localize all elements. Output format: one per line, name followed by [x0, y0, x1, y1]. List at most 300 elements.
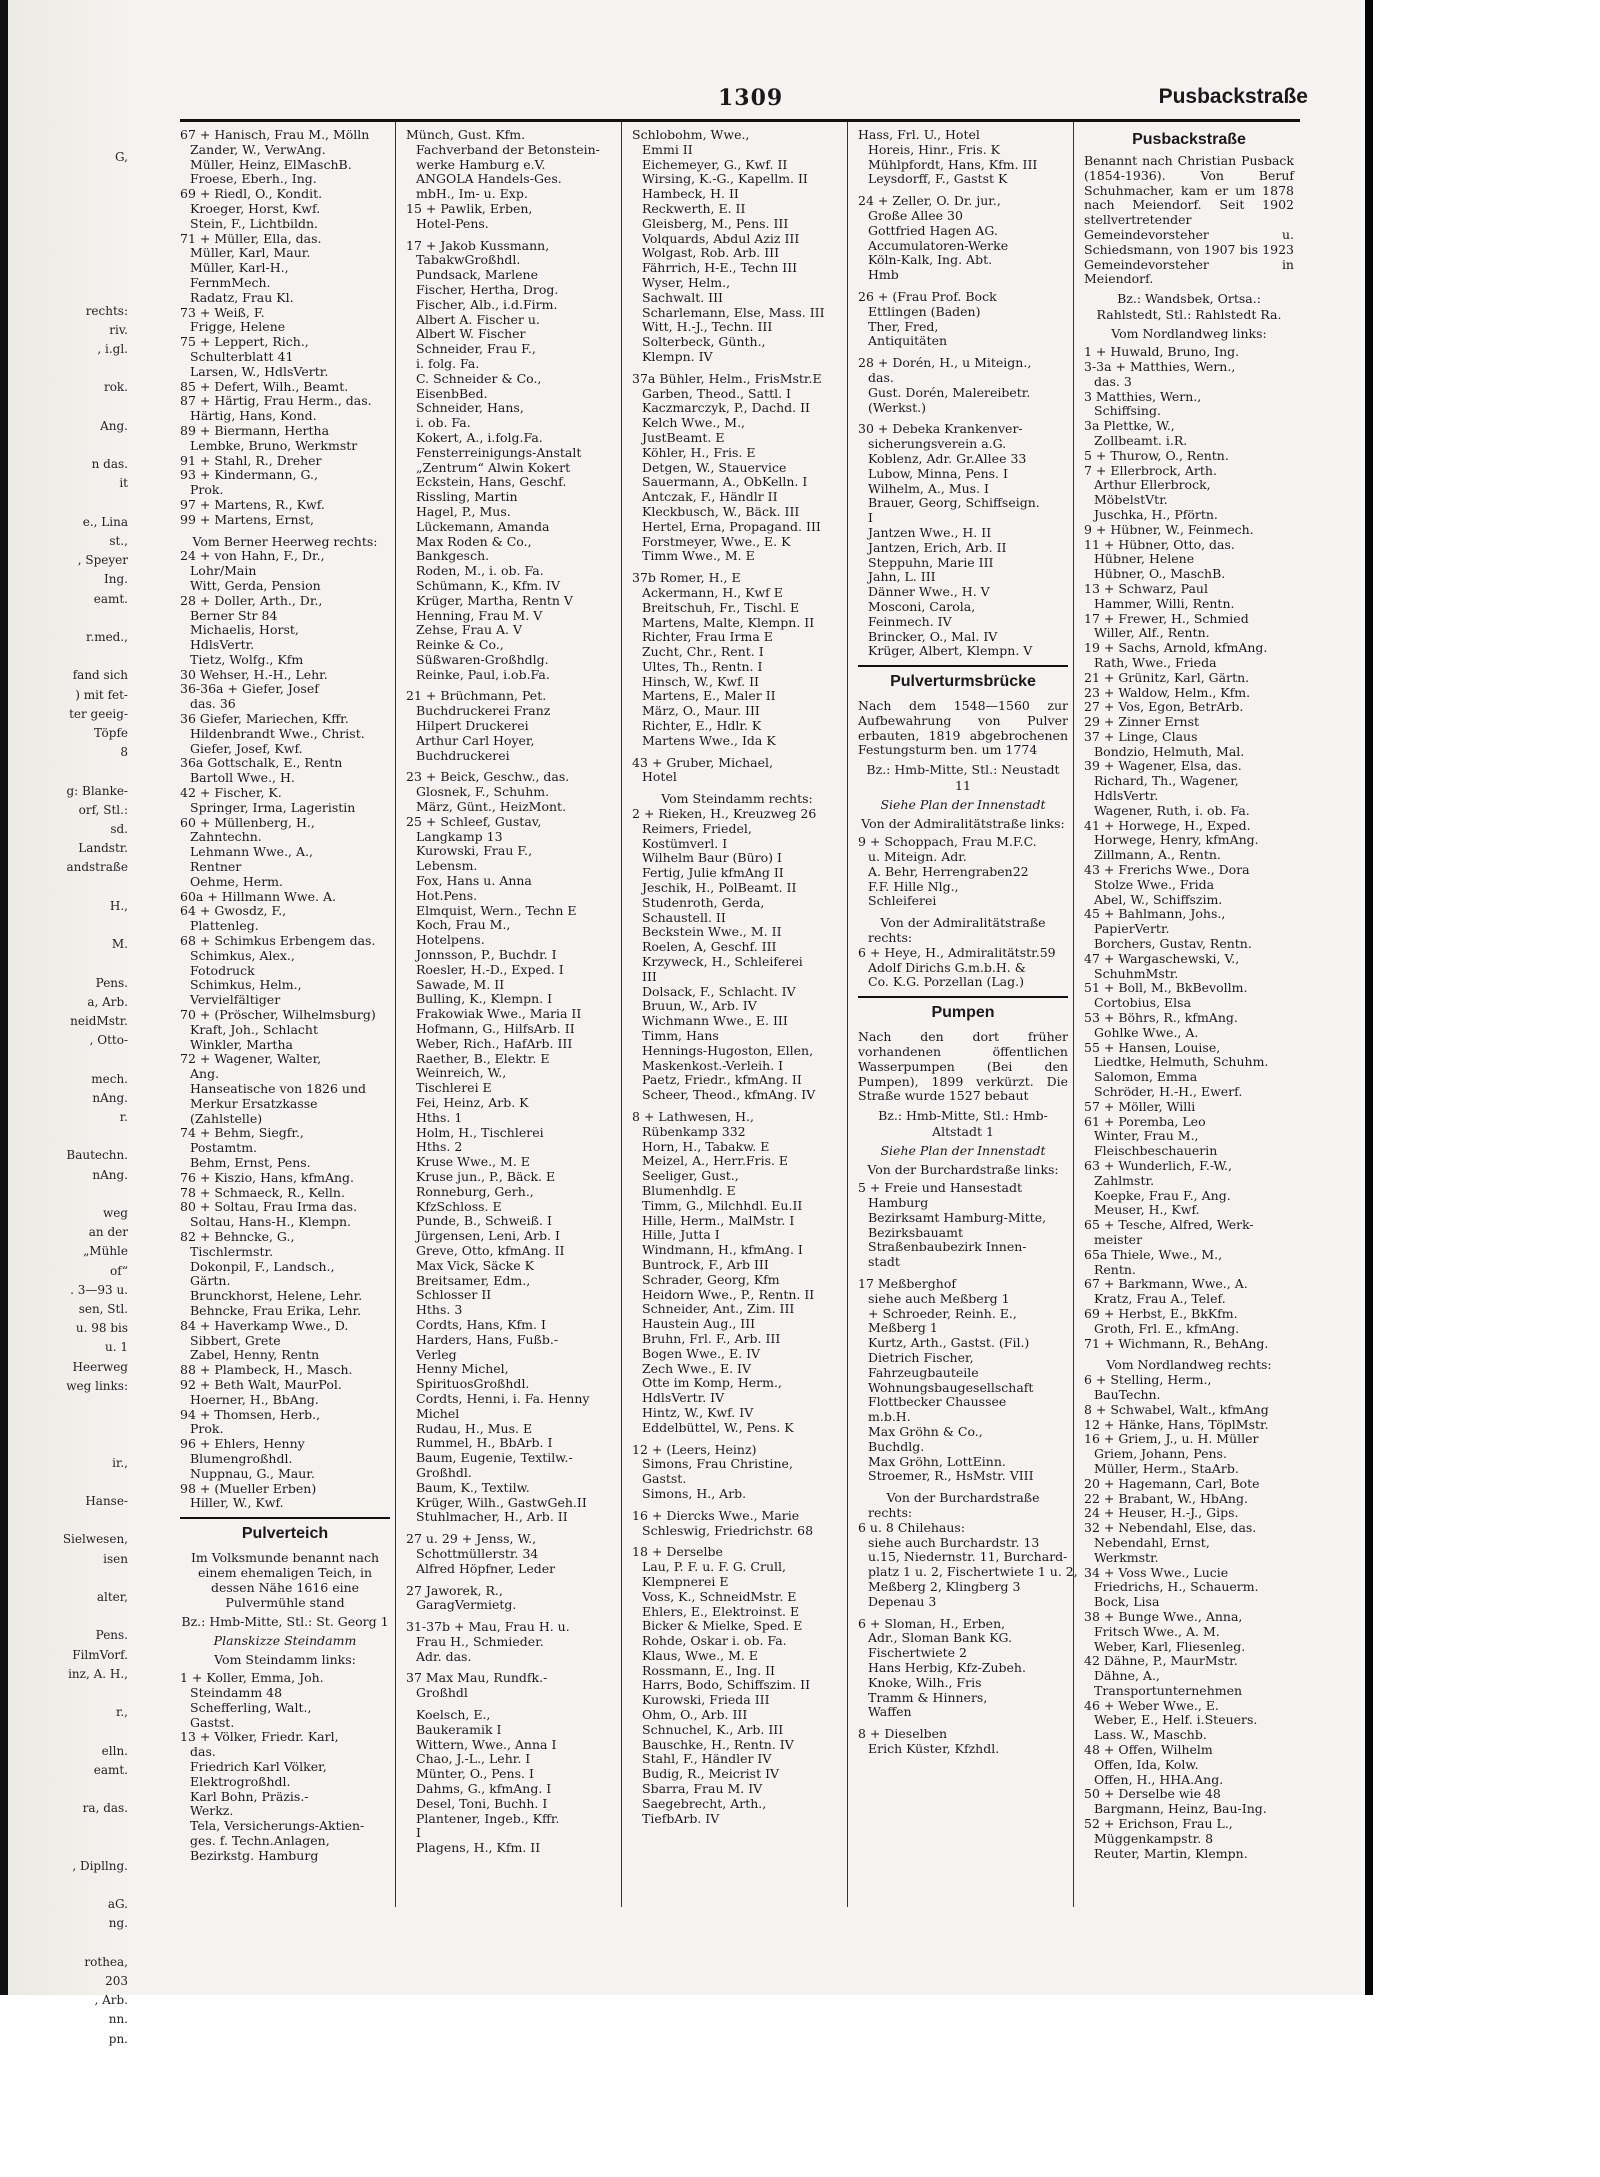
directory-entry: Karl Bohn, Präzis.-	[190, 1788, 309, 1804]
directory-entry: Großhdl.	[416, 1464, 472, 1480]
directory-entry: 23 + Beick, Geschw., das.	[406, 769, 570, 785]
entry-list	[858, 128, 1068, 659]
directory-entry: Schneider, Hans,	[416, 400, 524, 416]
directory-entry: das.	[190, 1744, 216, 1760]
directory-entry: Hamburg	[868, 1195, 929, 1211]
directory-entry: Hintz, W., Kwf. IV	[642, 1404, 754, 1420]
directory-entry: Tietz, Wolfg., Kfm	[190, 651, 304, 667]
directory-entry: 36-36a + Giefer, Josef	[180, 681, 319, 697]
strip-text: orf, Stl.:	[78, 802, 128, 817]
directory-entry: 82 + Behncke, G.,	[180, 1228, 295, 1244]
strip-text: st.,	[109, 534, 128, 548]
directory-entry: Kleckbusch, W., Bäck. III	[642, 503, 800, 519]
directory-entry: 1 + Koller, Emma, Joh.	[180, 1670, 324, 1686]
directory-entry: Cordts, Hans, Kfm. I	[416, 1316, 546, 1332]
scan-border-right	[1365, 0, 1373, 1995]
directory-entry: Haustein Aug., III	[642, 1316, 756, 1332]
directory-entry: 76 + Kiszio, Hans, kfmAng.	[180, 1169, 355, 1185]
directory-entry: Juschka, H., Pförtn.	[1094, 506, 1218, 522]
header-rule	[180, 119, 1300, 122]
strip-text: ra, das.	[82, 1801, 128, 1816]
street-title: Pumpen	[858, 996, 1068, 1028]
directory-entry: Müller, Karl, Maur.	[190, 245, 311, 261]
directory-entry: Behncke, Frau Erika, Lehr.	[190, 1302, 362, 1318]
directory-entry: Wilhelm, A., Mus. I	[868, 480, 989, 496]
directory-entry: Klempn. IV	[642, 348, 713, 364]
directory-entry: Stolze Wwe., Frida	[1094, 876, 1215, 892]
strip-text: rechts:	[85, 303, 128, 318]
directory-entry: KfzSchloss. E	[416, 1198, 502, 1214]
directory-entry: Richter, Frau Irma E	[642, 629, 773, 645]
directory-entry: 7 + Ellerbrock, Arth.	[1084, 462, 1217, 478]
directory-entry: 30 Wehser, H.-H., Lehr.	[180, 666, 328, 682]
directory-entry: Simons, Frau Christine,	[642, 1456, 793, 1472]
directory-entry: 37 Max Mau, Rundfk.-	[406, 1670, 548, 1686]
directory-entry: März, O., Maur. III	[642, 703, 760, 719]
directory-entry: Große Allee 30	[868, 207, 963, 223]
strip-text: it	[119, 476, 128, 491]
directory-entry: platz 1 u. 2, Fischertwiete 1 u. 2,	[868, 1564, 1078, 1580]
directory-entry: Zabel, Henny, Rentn	[190, 1347, 320, 1363]
directory-entry: Brunckhorst, Helene, Lehr.	[190, 1288, 363, 1304]
directory-entry: Dolsack, F., Schlacht. IV	[642, 983, 796, 999]
directory-entry: Wilhelm Baur (Büro) I	[642, 850, 782, 866]
strip-text: nn.	[108, 2012, 128, 2027]
directory-entry: Wyser, Helm.,	[642, 274, 731, 290]
strip-text: alter,	[96, 1590, 128, 1604]
directory-entry: 70 + (Pröscher, Wilhelmsburg)	[180, 1007, 376, 1023]
directory-entry: Hagel, P., Mus.	[416, 503, 511, 519]
directory-entry: 12 + (Leers, Heinz)	[632, 1441, 757, 1457]
directory-entry: 6 + Sloman, H., Erben,	[858, 1615, 1006, 1631]
directory-entry: Witt, H.-J., Techn. III	[642, 319, 773, 335]
directory-entry: Leysdorff, F., Gastst K	[868, 171, 1008, 187]
directory-entry: Witt, Gerda, Pension	[190, 577, 321, 593]
directory-entry: 18 + Derselbe	[632, 1544, 723, 1560]
strip-text: pn.	[108, 2031, 128, 2046]
directory-entry: Schneider, Ant., Zim. III	[642, 1301, 795, 1317]
directory-entry: Hotelpens.	[416, 932, 485, 948]
directory-entry: Roden, M., i. ob. Fa.	[416, 563, 544, 579]
directory-entry: 5 + Thurow, O., Rentn.	[1084, 447, 1229, 463]
directory-entry: Mühlpfordt, Hans, Kfm. III	[868, 156, 1038, 172]
directory-entry: 92 + Beth Walt, MaurPol.	[180, 1376, 342, 1392]
street-history: Nach dem 1548—1560 zur Aufbewahrung von Pulver erbauten, 1819 abgebrochenen Festungsturm ben. um 1774	[858, 698, 1068, 758]
directory-entry: Zahlmstr.	[1094, 1172, 1155, 1188]
directory-entry: Hoerner, H., BbAng.	[190, 1391, 319, 1407]
directory-entry: 69 + Riedl, O., Kondit.	[180, 186, 323, 202]
directory-entry: Otte im Komp, Herm.,	[642, 1375, 782, 1391]
strip-text: „Mühle	[83, 1244, 128, 1259]
directory-entry: 36a Gottschalk, E., Rentn	[180, 755, 343, 771]
directory-entry: Dahms, G., kfmAng. I	[416, 1781, 552, 1797]
directory-entry: Hofmann, G., HilfsArb. II	[416, 1021, 575, 1037]
entry-list	[858, 835, 1068, 990]
directory-entry: Soltau, Hans-H., Klempn.	[190, 1214, 352, 1230]
directory-entry: Frau H., Schmieder.	[416, 1633, 544, 1649]
directory-entry: Schaustell. II	[642, 909, 726, 925]
strip-text: weg	[102, 1206, 128, 1220]
directory-entry: Mosconi, Carola,	[868, 598, 976, 614]
directory-entry: 26 + (Frau Prof. Bock	[858, 288, 997, 304]
directory-entry: 43 + Gruber, Michael,	[632, 754, 773, 770]
directory-entry: Frakowiak Wwe., Maria II	[416, 1006, 582, 1022]
directory-entry: Klempnerei E	[642, 1573, 729, 1589]
directory-entry: I	[868, 510, 873, 526]
directory-entry: Alfred Höpfner, Leder	[416, 1560, 556, 1576]
directory-entry: Schiffsing.	[1094, 403, 1161, 419]
directory-entry: Zander, W., VerwAng.	[190, 141, 326, 157]
directory-entry: Richter, E., Hdlr. K	[642, 718, 762, 734]
column-3	[632, 128, 842, 1826]
directory-entry: III	[642, 968, 657, 984]
directory-entry: Buchdlg.	[868, 1438, 925, 1454]
directory-entry: Rentn.	[1094, 1261, 1136, 1277]
directory-entry: Larsen, W., HdlsVertr.	[190, 363, 329, 379]
directory-entry: Wolgast, Rob. Arb. III	[642, 245, 780, 261]
directory-entry: rechts:	[868, 1504, 913, 1520]
directory-entry: Chao, J.-L., Lehr. I	[416, 1751, 531, 1767]
directory-entry: Koch, Frau M.,	[416, 917, 511, 933]
directory-entry: Rossmann, E., Ing. II	[642, 1662, 775, 1678]
directory-entry: Bezirksamt Hamburg-Mitte,	[868, 1209, 1047, 1225]
directory-entry: Schimkus, Alex.,	[190, 947, 295, 963]
plan-reference: Siehe Plan der Innenstadt	[880, 1143, 1046, 1159]
directory-entry: Straßenbaubezirk Innen-	[868, 1239, 1027, 1255]
directory-entry: 2 + Rieken, H., Kreuzweg 26	[632, 806, 817, 822]
directory-entry: Großhdl	[416, 1685, 468, 1701]
column-separator	[847, 122, 848, 1907]
district-info: Bz.: Hmb-Mitte, Stl.: Neustadt 11	[866, 762, 1060, 794]
directory-entry: das.	[868, 369, 894, 385]
directory-entry: Rissling, Martin	[416, 489, 518, 505]
directory-entry: Vom Nordlandweg rechts:	[1106, 1357, 1272, 1373]
directory-entry: 16 + Diercks Wwe., Marie	[632, 1507, 800, 1523]
directory-entry: Elektrogroßhdl.	[190, 1773, 291, 1789]
directory-entry: 41 + Horwege, H., Exped.	[1084, 817, 1251, 833]
directory-entry: Merkur Ersatzkasse	[190, 1095, 318, 1111]
directory-entry: 47 + Wargaschewski, V.,	[1084, 950, 1240, 966]
directory-entry: 13 + Schwarz, Paul	[1084, 580, 1208, 596]
strip-text: . 3—93 u.	[70, 1282, 128, 1297]
directory-entry: Tramm & Hinners,	[868, 1689, 988, 1705]
directory-entry: Schneider, Frau F.,	[416, 341, 536, 357]
directory-entry: ANGOLA Handels-Ges.	[416, 171, 562, 187]
directory-entry: 99 + Martens, Ernst,	[180, 511, 314, 527]
street-history: Benannt nach Christian Pusback (1854-1936). Von Beruf Schuhmacher, kam er um 1878 nach Meiendorf. Seit 1902 stellvertretender Gemeindevorsteher u. Schiedsmann, von 1907 bis 1923 Gemeindevorsteher in Meiendorf.	[1084, 153, 1294, 287]
directory-entry: Schefferling, Walt.,	[190, 1699, 312, 1715]
directory-entry: Ohm, O., Arb. III	[642, 1707, 748, 1723]
directory-entry: Kostümverl. I	[642, 835, 728, 851]
directory-entry: meister	[1094, 1231, 1143, 1247]
previous-page-strip	[8, 0, 128, 2046]
directory-entry: Ackermann, H., Kwf E	[642, 584, 783, 600]
directory-entry: Zucht, Chr., Rent. I	[642, 644, 764, 660]
directory-entry: Buchdruckerei Franz	[416, 703, 551, 719]
directory-entry: 3-3a + Matthies, Wern.,	[1084, 358, 1236, 374]
street-history: Nach den dort früher vorhandenen öffentlichen Wasserpumpen (Bei den Pumpen), 1899 verkürzt. Die Straße wurde 1527 bebaut	[858, 1029, 1068, 1104]
directory-entry: Schröder, H.-H., Ewerf.	[1094, 1084, 1243, 1100]
strip-text: ) mit fet-	[75, 687, 128, 702]
strip-text: 8	[120, 745, 128, 760]
directory-entry: Kruse jun., P., Bäck. E	[416, 1168, 556, 1184]
directory-entry: Fischertwiete 2	[868, 1645, 967, 1661]
directory-entry: Bogen Wwe., E. IV	[642, 1345, 761, 1361]
strip-text: ir.,	[112, 1455, 128, 1470]
strip-text: elln.	[101, 1743, 128, 1758]
directory-entry: 6 u. 8 Chilehaus:	[858, 1519, 966, 1535]
directory-entry: Schottmüllerstr. 34	[416, 1545, 539, 1561]
directory-entry: Baum, K., Textilw.	[416, 1479, 530, 1495]
directory-entry: Schulterblatt 41	[190, 348, 294, 364]
directory-entry: 27 u. 29 + Jenss, W.,	[406, 1531, 537, 1547]
directory-entry: Bartoll Wwe., H.	[190, 770, 295, 786]
directory-entry: das. 36	[190, 696, 236, 712]
directory-entry: Griem, Johann, Pens.	[1094, 1446, 1227, 1462]
directory-entry: 22 + Brabant, W., HbAng.	[1084, 1490, 1248, 1506]
directory-entry: Froese, Eberh., Ing.	[190, 171, 317, 187]
directory-entry: Albert W. Fischer	[416, 326, 526, 342]
directory-entry: 74 + Behm, Siegfr.,	[180, 1125, 304, 1141]
directory-entry: Eddelbüttel, W., Pens. K	[642, 1419, 794, 1435]
directory-entry: 20 + Hagemann, Carl, Bote	[1084, 1475, 1260, 1491]
directory-entry: Weber, E., Helf. i.Steuers.	[1094, 1712, 1258, 1728]
directory-entry: Schleswig, Friedrichstr. 68	[642, 1522, 814, 1538]
directory-entry: Bulling, K., Klempn. I	[416, 991, 553, 1007]
directory-entry: Müller, Heinz, ElMaschB.	[190, 156, 352, 172]
directory-entry: 23 + Waldow, Helm., Kfm.	[1084, 684, 1251, 700]
directory-entry: Jürgensen, Leni, Arb. I	[416, 1228, 560, 1244]
strip-text: Pens.	[95, 975, 128, 990]
directory-entry: 15 + Pawlik, Erben,	[406, 200, 533, 216]
directory-entry: Kurowski, Frieda III	[642, 1692, 770, 1708]
strip-text: eamt.	[93, 1762, 128, 1777]
directory-entry: Raether, B., Elektr. E	[416, 1050, 550, 1066]
directory-entry: Fritsch Wwe., A. M.	[1094, 1623, 1220, 1639]
directory-entry: 37b Romer, H., E	[632, 570, 741, 586]
directory-entry: Bezirksbauamt	[868, 1224, 963, 1240]
directory-entry: Paetz, Friedr., kfmAng. II	[642, 1072, 802, 1088]
directory-entry: Borchers, Gustav, Rentn.	[1094, 936, 1252, 952]
directory-entry: Hambeck, H. II	[642, 186, 739, 202]
strip-text: ng.	[108, 1916, 128, 1931]
column-separator	[1073, 122, 1074, 1907]
directory-entry: Wohnungsbaugesellschaft	[868, 1379, 1034, 1395]
directory-entry: Münch, Gust. Kfm.	[406, 127, 526, 142]
directory-entry: Dähne, A.,	[1094, 1668, 1160, 1684]
directory-entry: Von der Burchardstraße	[886, 1490, 1040, 1506]
directory-entry: Fei, Heinz, Arb. K	[416, 1095, 529, 1110]
directory-entry: Sawade, M. II	[416, 976, 505, 992]
directory-entry: Baum, Eugenie, Textilw.-	[416, 1450, 573, 1466]
directory-entry: Nuppnau, G., Maur.	[190, 1465, 315, 1481]
directory-entry: 45 + Bahlmann, Johs.,	[1084, 906, 1226, 922]
directory-entry: Behm, Ernst, Pens.	[190, 1154, 311, 1170]
directory-entry: Gust. Dorén, Malereibetr.	[868, 384, 1031, 400]
directory-entry: Fahrzeugbauteile	[868, 1364, 979, 1380]
strip-text: r.	[119, 1110, 128, 1124]
directory-entry: Ronneburg, Gerh.,	[416, 1183, 534, 1199]
directory-entry: Kraft, Joh., Schlacht	[190, 1021, 319, 1037]
directory-entry: 29 + Zinner Ernst	[1084, 714, 1200, 730]
directory-entry: 55 + Hansen, Louise,	[1084, 1039, 1221, 1055]
directory-entry: Stahl, F., Händler IV	[642, 1751, 772, 1767]
directory-entry: 71 + Wichmann, R., BehAng.	[1084, 1335, 1269, 1351]
strip-text: Bautechn.	[66, 1148, 128, 1163]
strip-text: Sielwesen,	[62, 1532, 128, 1547]
column-1	[180, 128, 390, 1864]
directory-entry: Max Roden & Co.,	[416, 533, 532, 549]
directory-entry: 28 + Doller, Arth., Dr.,	[180, 592, 323, 608]
directory-entry: Fährrich, H-E., Techn III	[642, 260, 798, 276]
directory-entry: Ultes, Th., Rentn. I	[642, 658, 763, 674]
directory-entry: Langkamp 13	[416, 828, 503, 844]
directory-entry: Fleischbeschauerin	[1094, 1143, 1218, 1159]
directory-entry: Gastst.	[190, 1714, 235, 1730]
directory-entry: Reuter, Martin, Klempn.	[1094, 1845, 1248, 1861]
directory-entry: Hths. 1	[416, 1109, 463, 1125]
directory-entry: 46 + Weber Wwe., E.	[1084, 1697, 1219, 1713]
directory-entry: Garben, Theod., Sattl. I	[642, 385, 791, 401]
directory-entry: Harrs, Bodo, Schiffszim. II	[642, 1677, 811, 1693]
directory-entry: 9 + Schoppach, Frau M.F.C.	[858, 834, 1037, 850]
directory-entry: Brincker, O., Mal. IV	[868, 628, 998, 644]
directory-entry: 43 + Frerichs Wwe., Dora	[1084, 862, 1250, 878]
directory-entry: Heidorn Wwe., P., Rentn. II	[642, 1286, 815, 1302]
directory-entry: MöbelstVtr.	[1094, 492, 1168, 508]
strip-text: aG.	[107, 1897, 128, 1912]
directory-entry: Lebensm.	[416, 858, 478, 874]
directory-entry: Windmann, H., kfmAng. I	[642, 1242, 803, 1258]
directory-entry: u. Miteign. Adr.	[868, 849, 967, 865]
directory-entry: Klaus, Wwe., M. E	[642, 1647, 758, 1663]
directory-entry: Vervielfältiger	[190, 992, 281, 1008]
directory-entry: Buntrock, F., Arb III	[642, 1256, 769, 1272]
directory-entry: Bauschke, H., Rentn. IV	[642, 1736, 794, 1752]
directory-entry: 11 + Hübner, Otto, das.	[1084, 536, 1235, 552]
directory-entry: Bargmann, Heinz, Bau-Ing.	[1094, 1801, 1267, 1817]
directory-entry: SchuhmMstr.	[1094, 965, 1179, 981]
directory-entry: Solterbeck, Günth.,	[642, 334, 766, 350]
directory-entry: Dietrich Fischer,	[868, 1350, 974, 1365]
directory-entry: 63 + Wunderlich, F.-W.,	[1084, 1158, 1232, 1173]
street-title: Pusbackstraße	[1132, 131, 1246, 148]
directory-entry: Steppuhn, Marie III	[868, 554, 994, 570]
directory-entry: 65 + Tesche, Alfred, Werk-	[1084, 1217, 1254, 1233]
directory-entry: Hans Herbig, Kfz-Zubeh.	[868, 1659, 1026, 1675]
directory-entry: siehe auch Burchardstr. 13	[868, 1534, 1040, 1550]
directory-entry: Tischlerei E	[416, 1080, 492, 1096]
directory-entry: 1 + Huwald, Bruno, Ing.	[1084, 344, 1240, 360]
directory-entry: Köhler, H., Fris. E	[642, 444, 756, 460]
directory-entry: Henny Michel,	[416, 1361, 509, 1377]
directory-entry: Hildenbrandt Wwe., Christ.	[190, 725, 365, 741]
directory-entry: Gärtn.	[190, 1273, 231, 1289]
directory-entry: Winter, Frau M.,	[1094, 1128, 1199, 1144]
directory-entry: Dänner Wwe., H. V	[868, 584, 990, 600]
directory-entry: Zahntechn.	[190, 829, 262, 845]
directory-entry: 87 + Härtig, Frau Herm., das.	[180, 393, 372, 409]
strip-text: Ang.	[100, 418, 128, 433]
directory-entry: Arthur Ellerbrock,	[1094, 477, 1211, 493]
directory-entry: Sibbert, Grete	[190, 1332, 281, 1348]
directory-entry: Bruhn, Frl. F., Arb. III	[642, 1330, 781, 1346]
directory-entry: Zollbeamt. i.R.	[1094, 432, 1188, 448]
directory-entry: Brauer, Georg, Schiffseign.	[868, 495, 1040, 511]
directory-entry: Fischer, Hertha, Drog.	[416, 281, 559, 297]
directory-entry: 52 + Erichson, Frau L.,	[1084, 1816, 1233, 1832]
directory-entry: Martens, Malte, Klempn. II	[642, 614, 815, 630]
directory-entry: Breitschuh, Fr., Tischl. E	[642, 599, 800, 615]
directory-entry: Hot.Pens.	[416, 887, 478, 903]
directory-entry: HdlsVertr.	[190, 637, 255, 653]
strip-text: rothea,	[84, 1954, 128, 1969]
directory-entry: Krüger, Martha, Rentn V	[416, 592, 573, 608]
directory-entry: 50 + Derselbe wie 48	[1084, 1786, 1221, 1802]
strip-text: , Otto-	[89, 1033, 128, 1048]
strip-text: a, Arb.	[87, 994, 128, 1009]
strip-text: fand sich	[72, 668, 128, 683]
strip-text: eamt.	[93, 591, 128, 606]
strip-text: of“	[109, 1263, 128, 1278]
directory-entry: Schnuchel, K., Arb. III	[642, 1721, 784, 1737]
directory-entry: Wichmann Wwe., E. III	[642, 1013, 788, 1029]
directory-entry: Cordts, Henni, i. Fa. Henny	[416, 1390, 590, 1406]
directory-entry: 6 + Stelling, Herm.,	[1084, 1372, 1212, 1388]
directory-entry: Accumulatoren-Werke	[868, 237, 1009, 253]
directory-entry: Horwege, Henry, kfmAng.	[1094, 832, 1259, 848]
entry-list	[1084, 345, 1294, 1861]
directory-entry: 61 + Poremba, Leo	[1084, 1113, 1206, 1129]
strip-text: inz, A. H.,	[68, 1666, 128, 1681]
direction-heading: Vom Nordlandweg links:	[1111, 326, 1267, 342]
street-title: Pulverturmsbrücke	[858, 665, 1068, 697]
directory-entry: Horeis, Hinr., Fris. K	[868, 141, 1000, 157]
directory-entry: 88 + Plambeck, H., Masch.	[180, 1362, 353, 1378]
strip-text: n das.	[91, 457, 128, 472]
directory-entry: Stuhlmacher, H., Arb. II	[416, 1509, 568, 1525]
directory-entry: Michaelis, Horst,	[190, 622, 299, 638]
directory-entry: Bock, Lisa	[1094, 1594, 1160, 1610]
directory-entry: Kruse Wwe., M. E	[416, 1154, 530, 1170]
directory-entry: Forstmeyer, Wwe., E. K	[642, 533, 791, 549]
directory-entry: „Zentrum“ Alwin Kokert	[416, 459, 571, 475]
direction-heading: Von der Admiralitätstraße links:	[861, 816, 1065, 832]
directory-entry: + Schroeder, Reinh. E.,	[868, 1305, 1017, 1321]
strip-text: , Speyer	[77, 553, 128, 568]
strip-text: ter geeig-	[69, 706, 128, 721]
directory-entry: 75 + Leppert, Rich.,	[180, 334, 309, 350]
directory-entry: Scheer, Theod., kfmAng. IV	[642, 1087, 816, 1103]
directory-entry: 39 + Wagener, Elsa, das.	[1084, 758, 1242, 774]
directory-entry: Co. K.G. Porzellan (Lag.)	[868, 974, 1024, 990]
strip-text: andstraße	[66, 860, 128, 875]
directory-entry: 30 + Debeka Krankenver-	[858, 421, 1023, 437]
directory-entry: Prok.	[190, 482, 224, 498]
directory-entry: Reimers, Friedel,	[642, 820, 752, 836]
directory-entry: 3a Plettke, W.,	[1084, 418, 1175, 434]
directory-entry: Friedrichs, H., Schauerm.	[1094, 1579, 1259, 1595]
directory-entry: 98 + (Mueller Erben)	[180, 1480, 317, 1496]
directory-entry: Kelch Wwe., M.,	[642, 415, 746, 431]
directory-entry: Breitsamer, Edm.,	[416, 1272, 531, 1288]
directory-entry: Gastst.	[642, 1471, 687, 1487]
directory-entry: Tischlermstr.	[190, 1243, 274, 1259]
strip-text: H.,	[109, 898, 128, 913]
directory-entry: Voss, K., SchneidMstr. E	[642, 1588, 797, 1604]
directory-entry: 60a + Hillmann Wwe. A.	[180, 888, 336, 904]
directory-entry: I	[416, 1825, 421, 1841]
